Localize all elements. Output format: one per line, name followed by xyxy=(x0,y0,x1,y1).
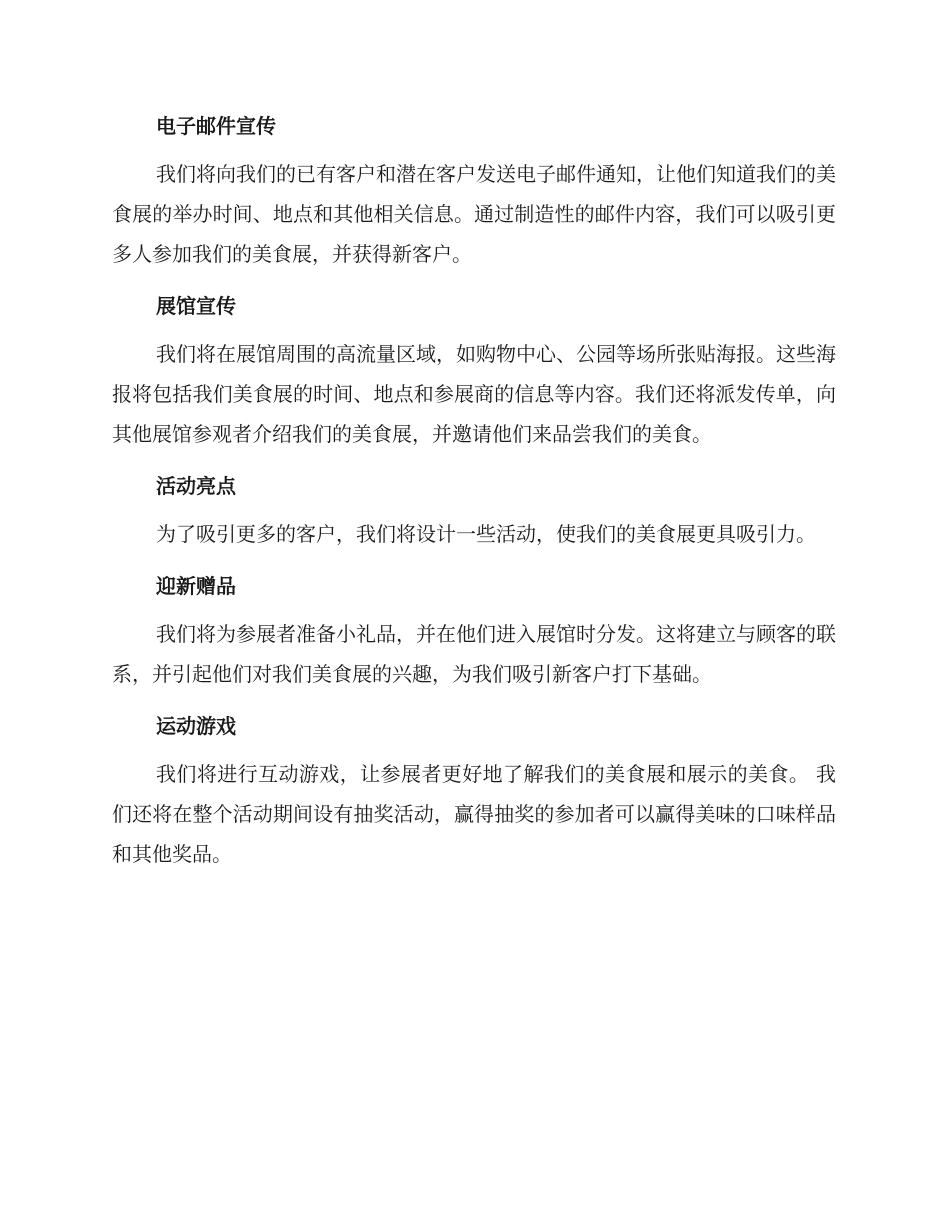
section-paragraph: 我们将进行互动游戏，让参展者更好地了解我们的美食展和展示的美食。 我们还将在整个活动期间设有抽奖活动，赢得抽奖的参加者可以赢得美味的口味样品和其他奖品。 xyxy=(112,762,836,866)
section-venue-promotion xyxy=(112,286,836,454)
section-paragraph: 我们将为参展者准备小礼品，并在他们进入展馆时分发。这将建立与顾客的联系，并引起他们对我们美食展的兴趣，为我们吸引新客户打下基础。 xyxy=(112,622,836,686)
document-content xyxy=(112,106,836,886)
section-paragraph: 我们将向我们的已有客户和潜在客户发送电子邮件通知，让他们知道我们的美食展的举办时间、地点和其他相关信息。通过制造性的邮件内容，我们可以吸引更多人参加我们的美食展，并获得新客户。 xyxy=(112,162,836,266)
section-event-highlights xyxy=(112,466,836,554)
section-heading: 展馆宣传 xyxy=(156,294,236,318)
section-heading: 运动游戏 xyxy=(156,714,236,738)
section-paragraph: 我们将在展馆周围的高流量区域，如购物中心、公园等场所张贴海报。这些海报将包括我们美食展的时间、地点和参展商的信息等内容。我们还将派发传单，向其他展馆参观者介绍我们的美食展，并邀请他们来品尝我们的美食。 xyxy=(112,342,836,446)
section-games xyxy=(112,706,836,874)
section-heading: 电子邮件宣传 xyxy=(156,114,276,138)
section-welcome-gifts xyxy=(112,566,836,694)
section-heading: 迎新赠品 xyxy=(156,574,236,598)
section-paragraph: 为了吸引更多的客户，我们将设计一些活动，使我们的美食展更具吸引力。 xyxy=(156,522,816,546)
section-email-promotion xyxy=(112,106,836,274)
section-heading: 活动亮点 xyxy=(156,474,236,498)
